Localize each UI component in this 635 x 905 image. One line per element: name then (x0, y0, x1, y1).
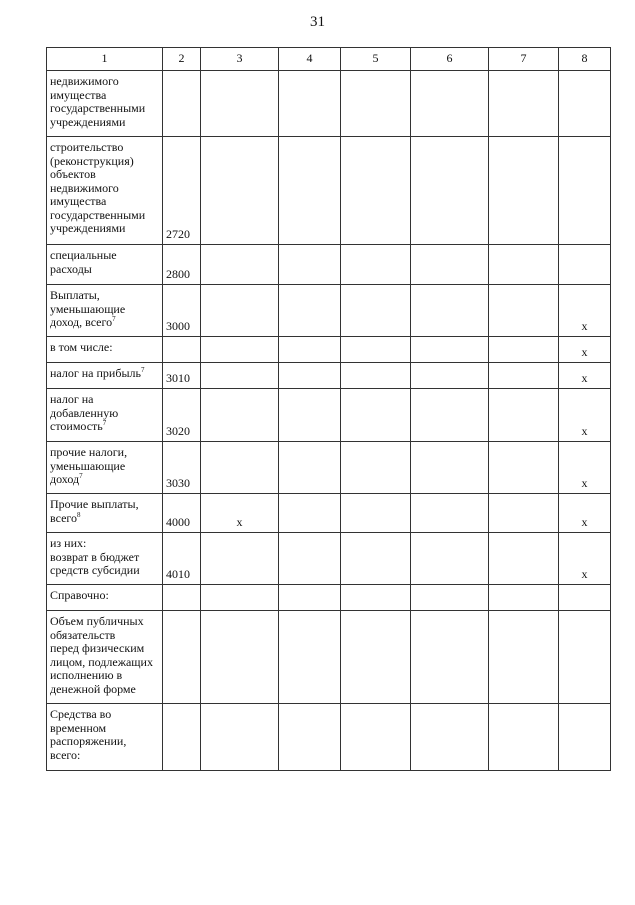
row-label-line: учреждениями (50, 114, 126, 129)
row-label-line: в том числе: (50, 340, 113, 354)
table-row (47, 245, 611, 285)
row-label-line: налог на (50, 392, 94, 406)
row-label (47, 245, 163, 285)
table-row (47, 611, 611, 704)
cell-col8: x (559, 442, 611, 494)
cell-col3 (201, 285, 279, 337)
cell-col7 (489, 585, 559, 611)
row-label-line: добавленную (50, 405, 119, 420)
table-row (47, 389, 611, 442)
row-label-line: Прочие выплаты, (50, 497, 139, 511)
table-row (47, 704, 611, 771)
cell-col8: x (559, 285, 611, 337)
row-label-line: перед физическим (50, 641, 145, 655)
cell-col5 (341, 704, 411, 771)
table-row (47, 585, 611, 611)
row-code (163, 337, 201, 363)
cell-col3 (201, 442, 279, 494)
row-label-line: строительство (50, 140, 124, 154)
cell-col5 (341, 533, 411, 585)
row-label (47, 285, 163, 337)
row-label (47, 389, 163, 442)
cell-col7 (489, 389, 559, 442)
cell-col6 (411, 442, 489, 494)
cell-col8 (559, 245, 611, 285)
cell-col5 (341, 285, 411, 337)
row-label-line: средств субсидии (50, 563, 140, 577)
cell-col8: x (559, 389, 611, 442)
cell-col3 (201, 137, 279, 245)
row-label-line: уменьшающие (50, 301, 126, 316)
cell-col3 (201, 245, 279, 285)
cell-col5 (341, 389, 411, 442)
cell-col5 (341, 245, 411, 285)
cell-col6 (411, 363, 489, 389)
table-row (47, 442, 611, 494)
cell-col6 (411, 585, 489, 611)
row-label-line: доход (50, 472, 80, 486)
cell-col5 (341, 442, 411, 494)
row-code (163, 704, 201, 771)
cell-col7 (489, 285, 559, 337)
cell-col8: x (559, 363, 611, 389)
cell-col4 (279, 285, 341, 337)
cell-col6 (411, 285, 489, 337)
row-code: 3000 (163, 285, 201, 337)
row-label-line: временном (50, 720, 107, 735)
cell-col6 (411, 337, 489, 363)
row-label-line: расходы (50, 261, 92, 276)
row-label-line: денежной форме (50, 681, 136, 696)
cell-col7 (489, 363, 559, 389)
row-code: 2800 (163, 245, 201, 285)
row-label-line: имущества (50, 194, 107, 208)
table-row (47, 363, 611, 389)
footnote-marker: 7 (79, 472, 83, 480)
column-header: 7 (489, 48, 559, 71)
row-label-line: недвижимого (50, 180, 119, 195)
cell-col8 (559, 585, 611, 611)
row-label-line: лицом, подлежащих (50, 654, 153, 669)
cell-col6 (411, 71, 489, 137)
row-label-line: учреждениями (50, 221, 126, 235)
footnote-marker: 7 (140, 366, 145, 374)
cell-col3 (201, 389, 279, 442)
cell-col8: x (559, 533, 611, 585)
row-code (163, 71, 201, 137)
cell-col6 (411, 704, 489, 771)
cell-col7 (489, 245, 559, 285)
table-row (47, 337, 611, 363)
row-label-line: прочие налоги, (50, 445, 128, 459)
footnote-marker: 7 (112, 315, 116, 323)
row-label-line: распоряжении, (50, 734, 127, 748)
cell-col5 (341, 337, 411, 363)
row-label-line: имущества (50, 87, 107, 102)
row-label (47, 363, 163, 389)
row-label-line: государственными (50, 101, 146, 115)
cell-col5 (341, 71, 411, 137)
cell-col4 (279, 363, 341, 389)
cell-col5 (341, 494, 411, 533)
row-label (47, 71, 163, 137)
column-header: 1 (47, 48, 163, 71)
row-code: 4000 (163, 494, 201, 533)
cell-col7 (489, 533, 559, 585)
table-row (47, 137, 611, 245)
row-label-line: доход, всего (50, 315, 113, 329)
financial-table (46, 47, 611, 771)
cell-col4 (279, 442, 341, 494)
column-header: 3 (201, 48, 279, 71)
column-header: 5 (341, 48, 411, 71)
row-label-line: объектов (50, 167, 96, 181)
row-code (163, 585, 201, 611)
cell-col3 (201, 337, 279, 363)
cell-col5 (341, 363, 411, 389)
cell-col8: x (559, 337, 611, 363)
table-row (47, 533, 611, 585)
cell-col7 (489, 442, 559, 494)
row-label-line: Выплаты, (50, 288, 100, 302)
row-code: 3010 (163, 363, 201, 389)
row-label-line: государственными (50, 207, 146, 222)
cell-col8: x (559, 494, 611, 533)
row-label-line: возврат в бюджет (50, 549, 140, 564)
cell-col7 (489, 337, 559, 363)
row-label (47, 533, 163, 585)
table-row (47, 494, 611, 533)
cell-col4 (279, 704, 341, 771)
row-label-line: Справочно: (50, 588, 109, 602)
row-label-line: из них: (50, 536, 87, 550)
column-header: 2 (163, 48, 201, 71)
row-label-line: всего (50, 510, 78, 525)
row-label (47, 585, 163, 611)
row-code: 3030 (163, 442, 201, 494)
cell-col3 (201, 363, 279, 389)
row-label-line: Объем публичных (50, 614, 144, 628)
row-label-line: (реконструкция) (50, 153, 134, 168)
cell-col6 (411, 137, 489, 245)
cell-col5 (341, 585, 411, 611)
cell-col4 (279, 585, 341, 611)
row-code: 2720 (163, 137, 201, 245)
row-label-line: всего: (50, 747, 81, 762)
cell-col7 (489, 611, 559, 704)
cell-col4 (279, 337, 341, 363)
page-number: 31 (310, 14, 325, 30)
cell-col4 (279, 389, 341, 442)
table-row (47, 71, 611, 137)
row-code: 4010 (163, 533, 201, 585)
row-label-line: уменьшающие (50, 458, 126, 473)
table-row (47, 285, 611, 337)
cell-col6 (411, 389, 489, 442)
row-label (47, 442, 163, 494)
row-label-line: исполнению в (50, 668, 123, 682)
row-label-line: недвижимого (50, 74, 119, 88)
cell-col5 (341, 611, 411, 704)
cell-col7 (489, 71, 559, 137)
row-label (47, 494, 163, 533)
cell-col5 (341, 137, 411, 245)
cell-col3 (201, 585, 279, 611)
cell-col4 (279, 245, 341, 285)
cell-col3 (201, 533, 279, 585)
footnote-marker: 7 (102, 419, 107, 427)
footnote-marker: 8 (77, 510, 81, 519)
cell-col6 (411, 533, 489, 585)
cell-col3 (201, 71, 279, 137)
row-label (47, 611, 163, 704)
cell-col8 (559, 71, 611, 137)
cell-col4 (279, 494, 341, 533)
cell-col3 (201, 704, 279, 771)
row-label-line: стоимость (50, 419, 103, 433)
table-header-row (47, 48, 611, 71)
row-label-line: обязательств (50, 627, 116, 642)
row-label-line: Средства во (50, 707, 112, 721)
cell-col7 (489, 704, 559, 771)
cell-col7 (489, 137, 559, 245)
cell-col4 (279, 611, 341, 704)
row-label-line: налог на прибыль (50, 366, 141, 380)
row-code: 3020 (163, 389, 201, 442)
column-header: 4 (279, 48, 341, 71)
column-header: 6 (411, 48, 489, 71)
cell-col4 (279, 533, 341, 585)
cell-col8 (559, 611, 611, 704)
cell-col4 (279, 71, 341, 137)
column-header: 8 (559, 48, 611, 71)
cell-col6 (411, 245, 489, 285)
cell-col3: x (201, 494, 279, 533)
cell-col3 (201, 611, 279, 704)
cell-col8 (559, 137, 611, 245)
cell-col8 (559, 704, 611, 771)
cell-col6 (411, 611, 489, 704)
cell-col7 (489, 494, 559, 533)
cell-col6 (411, 494, 489, 533)
row-label (47, 137, 163, 245)
cell-col4 (279, 137, 341, 245)
row-label (47, 337, 163, 363)
row-label (47, 704, 163, 771)
row-code (163, 611, 201, 704)
row-label-line: специальные (50, 248, 117, 262)
